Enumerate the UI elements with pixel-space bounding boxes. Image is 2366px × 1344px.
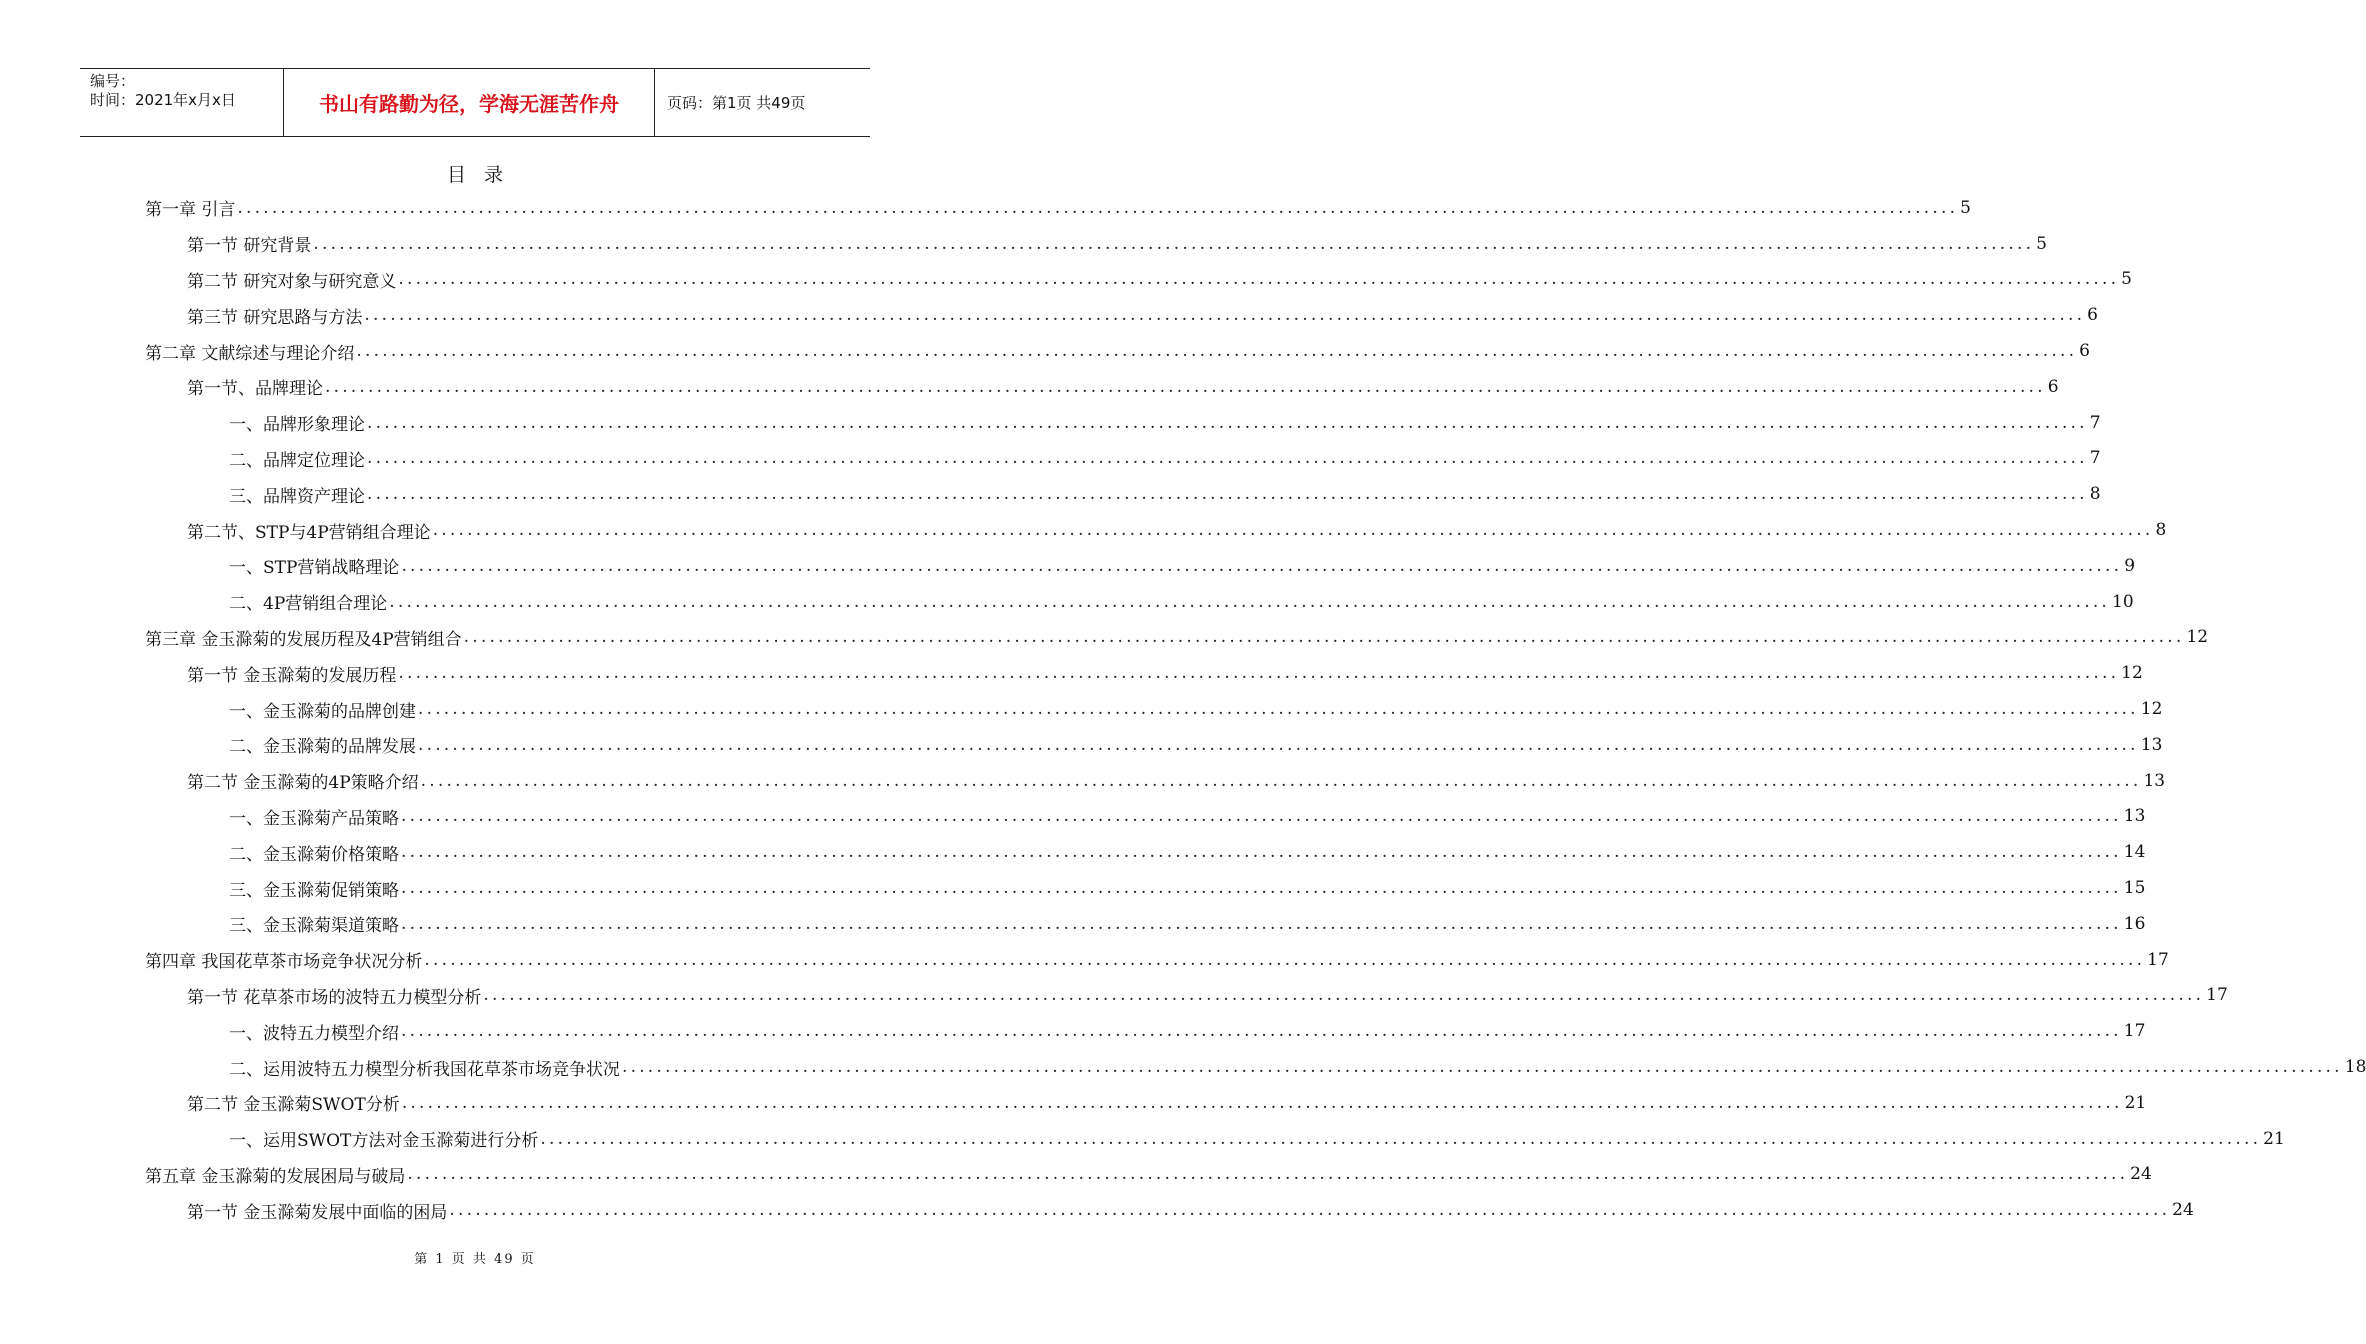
toc-entry[interactable]: [145, 297, 2098, 333]
toc-leader-dots: ........................................................................................................................................................................................................: [432, 520, 2154, 541]
toc-entry-label: 二、4P营销组合理论: [229, 594, 388, 615]
toc-leader-dots: ........................................................................................................................................................................................................: [367, 484, 2088, 505]
toc-leader-dots: ........................................................................................................................................................................................................: [401, 555, 2123, 576]
page-header: [80, 68, 870, 137]
toc-leader-dots: ........................................................................................................................................................................................................: [398, 663, 2120, 684]
toc-entry[interactable]: [145, 1157, 2152, 1193]
toc-leader-dots: ........................................................................................................................................................................................................: [367, 448, 2088, 469]
toc-entry-label: 一、运用SWOT方法对金玉滁菊进行分析: [229, 1131, 539, 1152]
toc-entry[interactable]: [145, 942, 2169, 978]
toc-entry-page: 6: [2087, 305, 2098, 326]
toc-entry-page: 7: [2089, 412, 2101, 433]
toc-entry[interactable]: [145, 1192, 2194, 1228]
toc-leader-dots: ........................................................................................................................................................................................................: [401, 1092, 2123, 1113]
toc-entry-label: 第一节 金玉滁菊发展中面临的困局: [187, 1202, 448, 1223]
toc-entry[interactable]: [145, 584, 2134, 620]
toc-leader-dots: ........................................................................................................................................................................................................: [418, 734, 2139, 755]
toc-entry[interactable]: [145, 834, 2146, 870]
toc-entry-page: 12: [2186, 627, 2209, 648]
toc-entry[interactable]: [145, 655, 2143, 691]
toc-entry[interactable]: [145, 190, 1971, 226]
toc-entry-label: 第三节 研究思路与方法: [187, 307, 363, 328]
toc-entry[interactable]: [145, 763, 2166, 799]
toc-leader-dots: ........................................................................................................................................................................................................: [420, 770, 2142, 791]
toc-leader-dots: ........................................................................................................................................................................................................: [401, 806, 2122, 827]
toc-entry[interactable]: [145, 1049, 2366, 1085]
toc-entry-page: 7: [2089, 448, 2101, 469]
table-of-contents: [145, 190, 2366, 1228]
toc-entry-label: 第一节 金玉滁菊的发展历程: [187, 665, 397, 686]
toc-entry-label: 第一节、品牌理论: [187, 379, 323, 400]
toc-entry[interactable]: [145, 620, 2209, 656]
toc-entry-label: 二、金玉滁菊的品牌发展: [229, 737, 416, 758]
toc-entry[interactable]: [145, 1085, 2147, 1121]
page-footer: 第 1 页 共 49 页: [414, 1252, 536, 1267]
toc-entry-page: 16: [2123, 913, 2146, 934]
toc-entry[interactable]: [145, 691, 2163, 727]
toc-entry-label: 一、金玉滁菊的品牌创建: [229, 701, 416, 722]
toc-entry-label: 第二节 研究对象与研究意义: [187, 271, 397, 292]
toc-entry-label: 二、金玉滁菊价格策略: [229, 844, 399, 865]
toc-leader-dots: ........................................................................................................................................................................................................: [449, 1200, 2171, 1221]
toc-leader-dots: ........................................................................................................................................................................................................: [401, 842, 2122, 863]
toc-entry-page: 13: [2140, 734, 2163, 755]
toc-entry-label: 一、品牌形象理论: [229, 415, 365, 436]
time-label: 时间：2021年x月x日: [90, 91, 236, 109]
toc-leader-dots: ........................................................................................................................................................................................................: [367, 412, 2088, 433]
toc-entry-page: 8: [2155, 520, 2167, 541]
toc-entry-page: 8: [2089, 484, 2101, 505]
toc-entry-page: 17: [2123, 1021, 2146, 1042]
toc-leader-dots: ........................................................................................................................................................................................................: [364, 305, 2086, 326]
toc-entry-label: 三、金玉滁菊渠道策略: [229, 916, 399, 937]
toc-entry[interactable]: [145, 262, 2132, 298]
toc-leader-dots: ........................................................................................................................................................................................................: [325, 376, 2046, 397]
toc-entry-page: 18: [2344, 1057, 2366, 1078]
toc-entry-page: 6: [2079, 341, 2090, 362]
toc-entry[interactable]: [145, 441, 2101, 477]
toc-leader-dots: ........................................................................................................................................................................................................: [407, 1164, 2129, 1185]
toc-entry-label: 一、STP营销战略理论: [229, 558, 400, 579]
toc-entry[interactable]: [145, 548, 2136, 584]
toc-entry-label: 第五章 金玉滁菊的发展困局与破局: [145, 1166, 406, 1187]
toc-entry-page: 17: [2206, 985, 2228, 1006]
toc-entry-label: 第二章 文献综述与理论介绍: [145, 343, 355, 364]
toc-entry-page: 17: [2147, 949, 2169, 970]
toc-entry-label: 二、运用波特五力模型分析我国花草茶市场竞争状况: [229, 1059, 620, 1080]
toc-entry-page: 21: [2124, 1092, 2147, 1113]
header-motto: 书山有路勤为径，学海无涯苦作舟: [284, 69, 655, 136]
toc-entry[interactable]: [145, 333, 2090, 369]
toc-entry-label: 三、金玉滁菊促销策略: [229, 880, 399, 901]
toc-entry-page: 15: [2123, 878, 2146, 899]
header-info-cell: [80, 69, 284, 136]
toc-leader-dots: ........................................................................................................................................................................................................: [418, 699, 2139, 720]
toc-entry-page: 6: [2047, 376, 2059, 397]
toc-leader-dots: ........................................................................................................................................................................................................: [483, 985, 2205, 1006]
toc-entry-page: 9: [2124, 555, 2136, 576]
toc-entry-label: 一、金玉滁菊产品策略: [229, 808, 399, 829]
toc-leader-dots: ........................................................................................................................................................................................................: [540, 1128, 2262, 1149]
toc-entry[interactable]: [145, 405, 2101, 441]
toc-leader-dots: ........................................................................................................................................................................................................: [401, 878, 2122, 899]
toc-entry-label: 二、品牌定位理论: [229, 450, 365, 471]
toc-entry[interactable]: [145, 906, 2146, 942]
toc-leader-dots: ........................................................................................................................................................................................................: [389, 591, 2111, 612]
toc-title: 目录: [446, 164, 521, 186]
toc-entry-page: 24: [2130, 1164, 2152, 1185]
toc-leader-dots: ........................................................................................................................................................................................................: [356, 341, 2078, 362]
toc-leader-dots: ........................................................................................................................................................................................................: [401, 913, 2122, 934]
toc-entry-page: 12: [2140, 699, 2163, 720]
toc-entry-label: 第一节 研究背景: [187, 236, 312, 257]
toc-entry-label: 第一章 引言: [145, 200, 236, 221]
toc-entry[interactable]: [145, 1013, 2146, 1049]
toc-entry-page: 21: [2263, 1128, 2285, 1149]
toc-leader-dots: ........................................................................................................................................................................................................: [401, 1021, 2122, 1042]
toc-entry-label: 第三章 金玉滁菊的发展历程及4P营销组合: [145, 629, 462, 650]
toc-entry[interactable]: [145, 476, 2101, 512]
toc-entry-page: 24: [2172, 1200, 2194, 1221]
toc-leader-dots: ........................................................................................................................................................................................................: [622, 1057, 2343, 1078]
toc-entry-page: 10: [2112, 591, 2134, 612]
toc-entry-page: 13: [2123, 806, 2146, 827]
toc-entry-label: 第二节、STP与4P营销组合理论: [187, 522, 431, 543]
toc-entry-page: 12: [2121, 663, 2143, 684]
toc-entry-label: 第二节 金玉滁菊的4P策略介绍: [187, 773, 419, 794]
toc-entry-page: 13: [2143, 770, 2166, 791]
toc-entry[interactable]: [145, 978, 2228, 1014]
toc-entry[interactable]: [145, 870, 2146, 906]
toc-leader-dots: ........................................................................................................................................................................................................: [313, 233, 2035, 254]
toc-leader-dots: ........................................................................................................................................................................................................: [463, 627, 2185, 648]
toc-entry[interactable]: [145, 369, 2059, 405]
toc-entry[interactable]: [145, 512, 2167, 548]
toc-entry-label: 第一节 花草茶市场的波特五力模型分析: [187, 987, 482, 1008]
toc-entry-label: 一、波特五力模型介绍: [229, 1023, 399, 1044]
toc-leader-dots: ........................................................................................................................................................................................................: [424, 949, 2146, 970]
number-label: 编号：: [90, 72, 136, 90]
toc-entry-page: 5: [1960, 197, 1971, 218]
toc-entry[interactable]: [145, 1121, 2285, 1157]
toc-leader-dots: ........................................................................................................................................................................................................: [398, 269, 2120, 290]
toc-entry[interactable]: [145, 799, 2146, 835]
toc-entry-page: 5: [2121, 269, 2132, 290]
toc-entry-page: 14: [2123, 842, 2146, 863]
toc-entry[interactable]: [145, 727, 2163, 763]
toc-entry-label: 三、品牌资产理论: [229, 486, 365, 507]
toc-leader-dots: ........................................................................................................................................................................................................: [237, 197, 1959, 218]
toc-entry[interactable]: [145, 226, 2047, 262]
toc-entry-label: 第二节 金玉滁菊SWOT分析: [187, 1095, 400, 1116]
toc-entry-label: 第四章 我国花草茶市场竞争状况分析: [145, 952, 423, 973]
toc-entry-page: 5: [2036, 233, 2047, 254]
header-page-info: 页码：第1页 共49页: [667, 94, 806, 112]
